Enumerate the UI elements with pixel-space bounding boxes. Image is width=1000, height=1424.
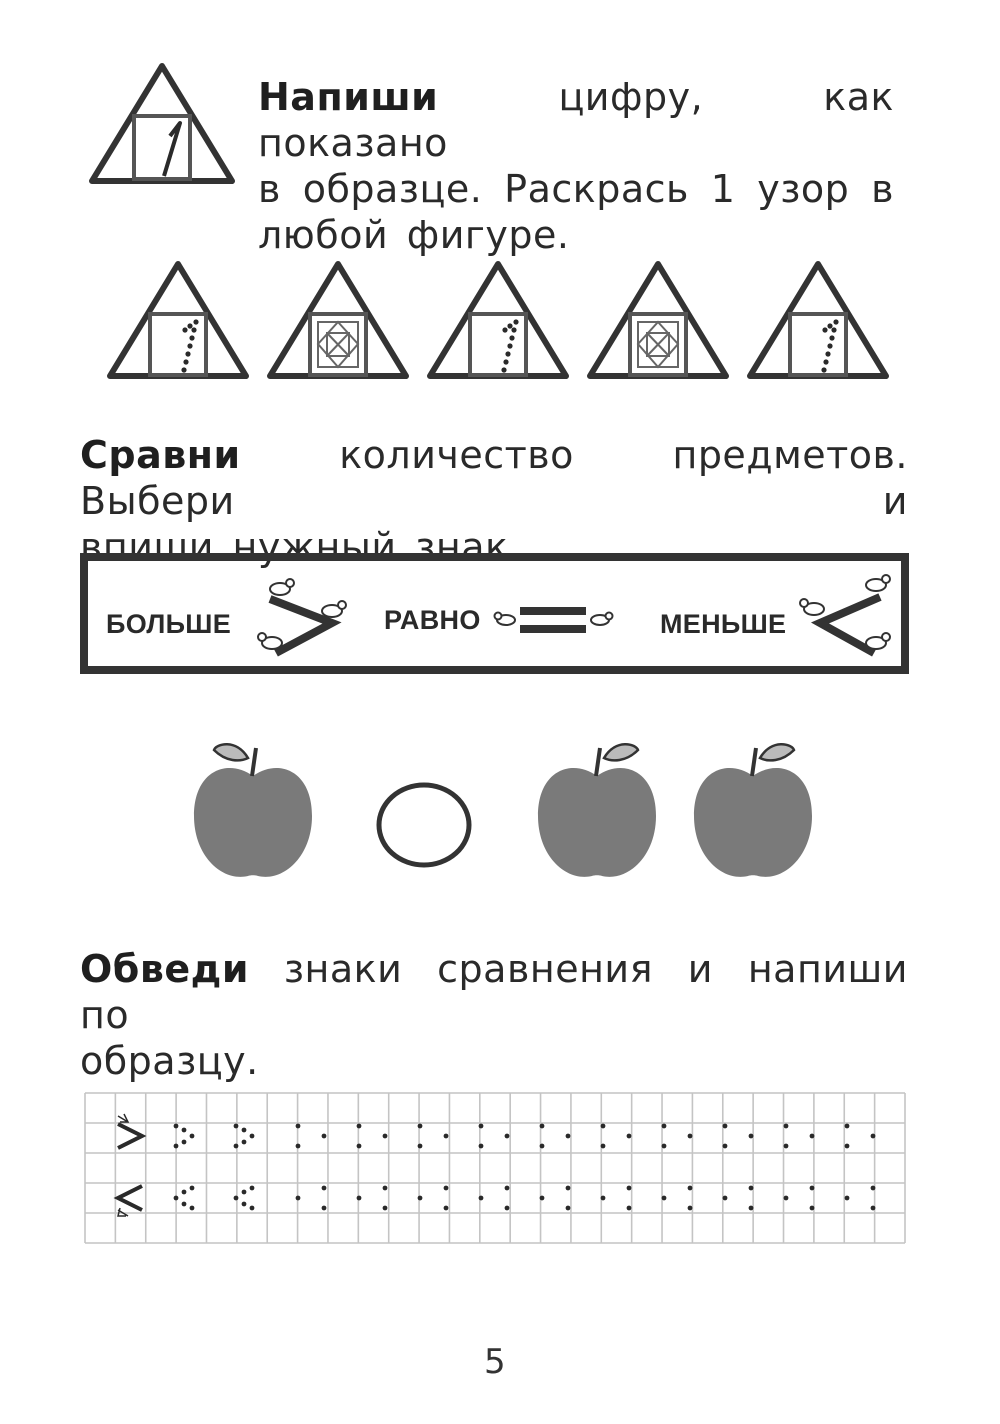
task1-verb: Напиши	[258, 75, 439, 119]
example-triangle-icon	[86, 60, 238, 186]
answer-circle[interactable]	[374, 780, 474, 870]
less-than-sign-icon	[794, 569, 904, 667]
practice-grid[interactable]	[84, 1092, 906, 1244]
triangle-dotted-one-icon[interactable]	[104, 258, 252, 382]
task1-instruction: Напиши цифру, как показано в образце. Раскрась 1 узор в любой фигуре.	[258, 75, 894, 257]
triangle-row	[104, 258, 894, 384]
task3-instruction: Обведи знаки сравнения и напиши по образцу.	[80, 947, 908, 1083]
grid-lines	[85, 1093, 905, 1243]
sample-greater-than-icon	[118, 1114, 142, 1148]
triangle-dotted-one-icon[interactable]	[744, 258, 892, 382]
apple-icon	[532, 736, 662, 884]
triangle-pattern-icon[interactable]	[264, 258, 412, 382]
page-number: 5	[484, 1342, 506, 1382]
more-label: БОЛЬШЕ	[106, 609, 232, 639]
comparison-signs-legend	[80, 553, 909, 674]
sample-less-than-icon	[118, 1186, 142, 1216]
triangle-dotted-one-icon[interactable]	[424, 258, 572, 382]
less-label: МЕНЬШЕ	[660, 609, 787, 639]
equal-label: РАВНО	[384, 605, 481, 635]
triangle-pattern-icon[interactable]	[584, 258, 732, 382]
task2-instruction: Сравни количество предметов. Выбери и впиши нужный знак.	[80, 433, 908, 569]
apple-icon	[688, 736, 818, 884]
task3-verb: Обведи	[80, 947, 249, 991]
apple-comparison	[180, 736, 830, 886]
apple-icon	[188, 736, 318, 884]
task2-verb: Сравни	[80, 433, 241, 477]
trace-dots	[174, 1124, 876, 1211]
equal-sign-icon	[492, 601, 620, 641]
greater-than-sign-icon	[248, 571, 358, 666]
